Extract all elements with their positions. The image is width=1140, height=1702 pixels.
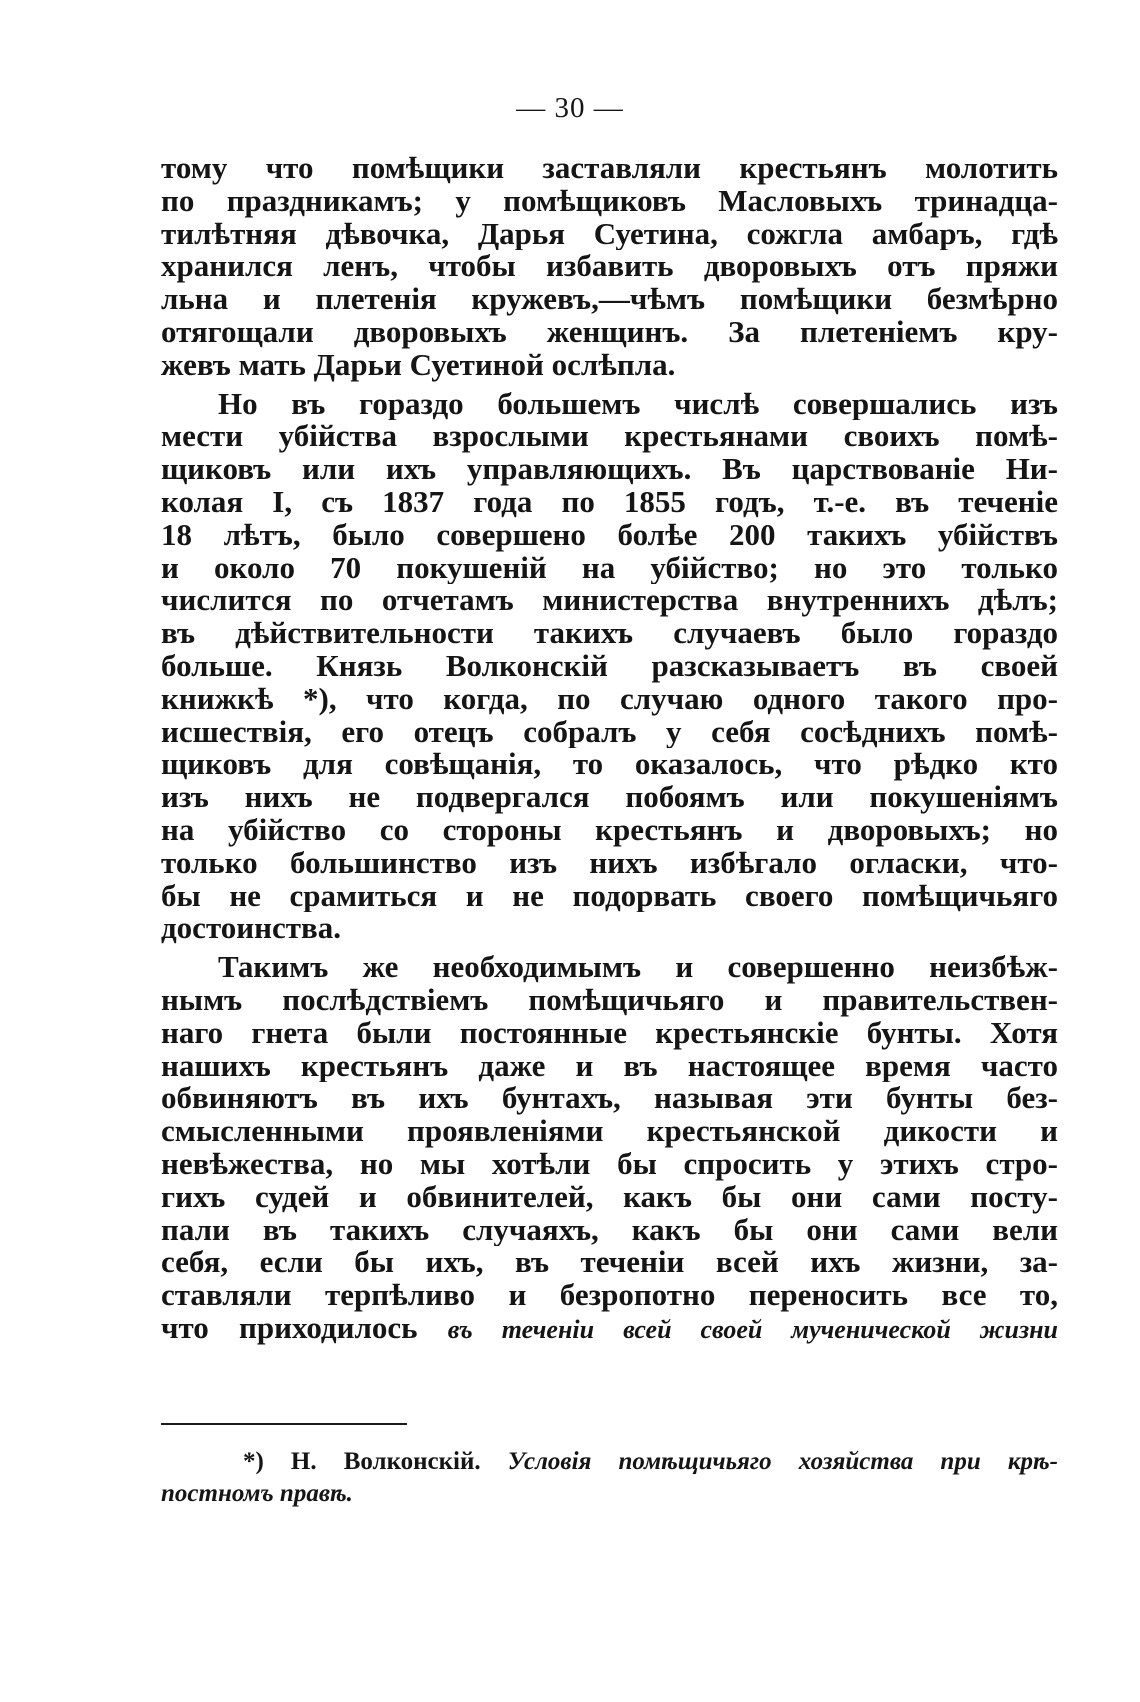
text-line: отягощали дворовыхъ женщинъ. За плетеніемъ кру- — [161, 315, 1058, 349]
text-line: щиковъ для совѣщанія, то оказалось, что рѣдко кто — [161, 748, 1058, 782]
text-line: тилѣтняя дѣвочка, Дарья Суетина, сожгла амбаръ, гдѣ — [161, 217, 1058, 251]
text-line — [161, 1312, 1058, 1345]
text-line: Но въ гораздо большемъ числѣ совершались изъ — [218, 387, 1058, 421]
text-line: невѣжества, но мы хотѣли бы спросить у этихъ стро- — [161, 1147, 1058, 1181]
text-line: больше. Князь Волконскій разсказываетъ въ своей — [161, 649, 1058, 683]
page-number: — 30 — — [516, 92, 624, 124]
text-line: по праздникамъ; у помѣщиковъ Масловыхъ тринадца- — [161, 184, 1058, 218]
text-line: только большинство изъ нихъ избѣгало огласки, что- — [161, 846, 1058, 880]
text-line: 18 лѣтъ, было совершено болѣе 200 такихъ убійствъ — [161, 518, 1058, 552]
text-line: изъ нихъ не подвергался побоямъ или покушеніямъ — [161, 781, 1058, 814]
text-line: бы не срамиться и не подорвать своего помѣщичьяго — [161, 879, 1058, 913]
text-line: льна и плетенія кружевъ,—чѣмъ помѣщики безмѣрно — [161, 283, 1058, 316]
text-line: нымъ послѣдствіемъ помѣщичьяго и правительствен- — [161, 983, 1058, 1017]
text-line: на убійство со стороны крестьянъ и дворовыхъ; но — [161, 813, 1058, 847]
footnote-title: Условія помѣщичьяго хозяйства при крѣ- — [507, 1448, 1059, 1475]
footnote-author: Н. Волконскій. — [290, 1448, 481, 1475]
text-line: обвиняютъ въ ихъ бунтахъ, называя эти бунты без- — [161, 1082, 1058, 1116]
paragraph — [161, 388, 1058, 946]
text-line: щиковъ или ихъ управляющихъ. Въ царствованіе Ни- — [161, 453, 1058, 486]
text-line: пали въ такихъ случаяхъ, какъ бы они сами вели — [161, 1213, 1058, 1247]
text-line: жевъ мать Дарьи Суетиной ослѣпла. — [161, 348, 676, 382]
footnote-marker: *) — [243, 1448, 264, 1475]
paragraph — [161, 951, 1058, 1345]
text-line: хранился ленъ, чтобы избавить дворовыхъ отъ пряжи — [161, 250, 1058, 284]
text-line: числится по отчетамъ министерства внутреннихъ дѣлъ; — [161, 584, 1058, 618]
text-line: и около 70 покушеній на убійство; но это только — [161, 551, 1058, 585]
text-line: тому что помѣщики заставляли крестьянъ молотить — [161, 152, 1058, 185]
text-line: себя, если бы ихъ, въ теченіи всей ихъ жизни, за- — [161, 1246, 1058, 1280]
text-line: смысленными проявленіями крестьянской дикости и — [161, 1115, 1058, 1148]
footnote-rule — [161, 1423, 407, 1425]
text-line: Такимъ же необходимымъ и совершенно неизбѣж- — [218, 951, 1058, 984]
text-line: наго гнета были постоянные крестьянскіе бунты. Хотя — [161, 1016, 1058, 1050]
text-line: мести убійства взрослыми крестьянами своихъ помѣ- — [161, 420, 1058, 454]
paragraph — [161, 152, 1058, 382]
footnote-line — [161, 1446, 1058, 1478]
text-line: достоинства. — [161, 912, 341, 946]
text-line: колая I, съ 1837 года по 1855 годъ, т.-е. въ теченіе — [161, 485, 1058, 519]
text-span: что приходилось — [161, 1311, 418, 1345]
footnote-line: постномъ правѣ. — [161, 1480, 353, 1507]
footnote — [161, 1446, 1058, 1510]
text-line: книжкѣ *), что когда, по случаю одного такого про- — [161, 682, 1058, 716]
italic-text-span: въ теченіи всей своей мученической жизни — [447, 1314, 1058, 1344]
text-line: ставляли терпѣливо и безропотно переносить все то, — [161, 1279, 1058, 1312]
body-text — [161, 152, 1058, 1345]
text-line: исшествія, его отецъ собралъ у себя сосѣднихъ помѣ- — [161, 715, 1058, 749]
text-line: въ дѣйствительности такихъ случаевъ было гораздо — [161, 617, 1058, 650]
text-line: нашихъ крестьянъ даже и въ настоящее время часто — [161, 1049, 1058, 1083]
text-line: гихъ судей и обвинителей, какъ бы они сами посту- — [161, 1180, 1058, 1214]
